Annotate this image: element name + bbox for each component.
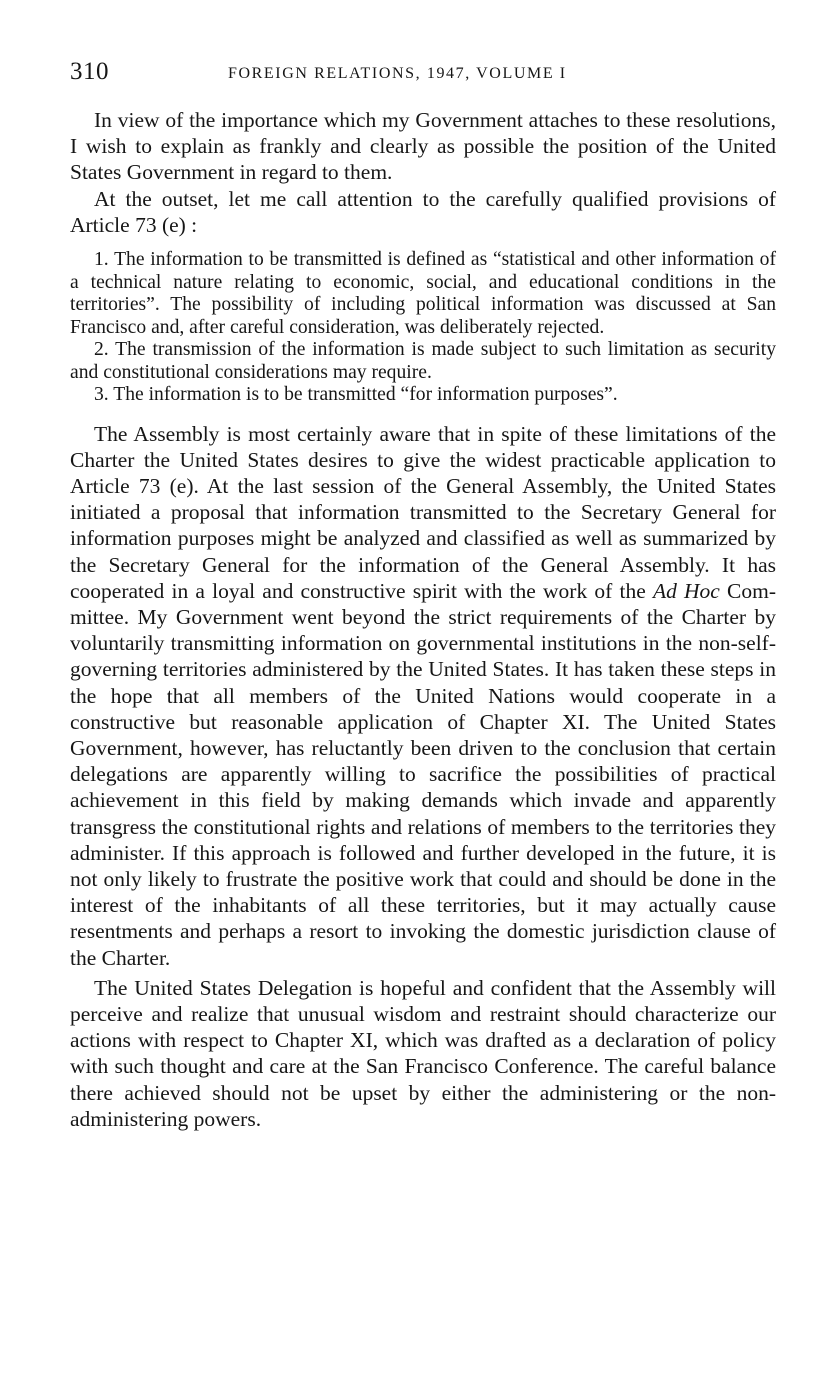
paragraph-assembly-part-2: Committee. My Government went beyond the strict requirements of the Charter by voluntarily transmitting information on governmental institutions in the non-self-governing territories administered by the United States. It has taken these steps in the hope that all members of the United Nations would cooperate in a constructive but reasonable application of Chapter XI. The United States Government, however, has reluctantly been driven to the conclusion that certain delegations are apparently willing to sacrifice the possibilities of practical achievement in this field by making demands which invade and apparently transgress the constitutional rights and relations of members to the territories they administer. If this approach is followed and further developed in the future, it is not only likely to frustrate the positive work that could and should be done in the interest of the inhabitants of all these territories, but it may actually cause resentments and perhaps a resort to invoking the domestic jurisdiction clause of the Charter.: [70, 578, 776, 970]
list-item: 3. The information is to be transmitted “for information purposes”.: [94, 384, 618, 406]
numbered-list: [70, 249, 776, 407]
paragraph-closing: The United States Delegation is hopeful and confident that the Assembly will perceive and realize that unusual wisdom and restraint should characterize our actions with respect to Chapter XI, which was drafted as a declaration of policy with such thought and care at the San Francisco Conference. The careful balance there achieved should not be upset by either the administering or the non-administering powers.: [70, 975, 776, 1131]
paragraph-article-reference: At the outset, let me call attention to the carefully qualified provisions of Article 73 (e) :: [70, 186, 776, 237]
list-item: 2. The transmission of the information is made subject to such limitation as security and constitutional considerations may require.: [70, 339, 776, 383]
page-header: [70, 58, 776, 92]
page-number: 310: [70, 58, 109, 85]
paragraph-assembly: [70, 421, 776, 971]
paragraph-assembly-part-1: The Assembly is most certainly aware that in spite of these limitations of the Charter the United States desires to give the widest practicable application to Article 73 (e). At the last session of the General Assembly, the United States initiated a proposal that information transmitted to the Secretary General for information purposes might be analyzed and classified as well as summarized by the Secretary General for the information of the General Assembly. It has cooperated in a loyal and constructive spirit with the work of the: [70, 421, 776, 603]
body-text: [70, 107, 776, 1132]
list-item: 1. The information to be transmitted is defined as “statistical and other information of a technical nature relating to economic, social, and educational conditions in the territories”. The possibility of including political information was discussed at San Francisco and, after careful consideration, was deliberately rejected.: [70, 249, 776, 338]
running-head: FOREIGN RELATIONS, 1947, VOLUME I: [228, 65, 567, 82]
italic-ad-hoc: Ad Hoc: [652, 578, 720, 603]
paragraph-intro: In view of the importance which my Government attaches to these resolutions, I wish to explain as frankly and clearly as possible the position of the United States Government in regard to them.: [70, 108, 776, 185]
